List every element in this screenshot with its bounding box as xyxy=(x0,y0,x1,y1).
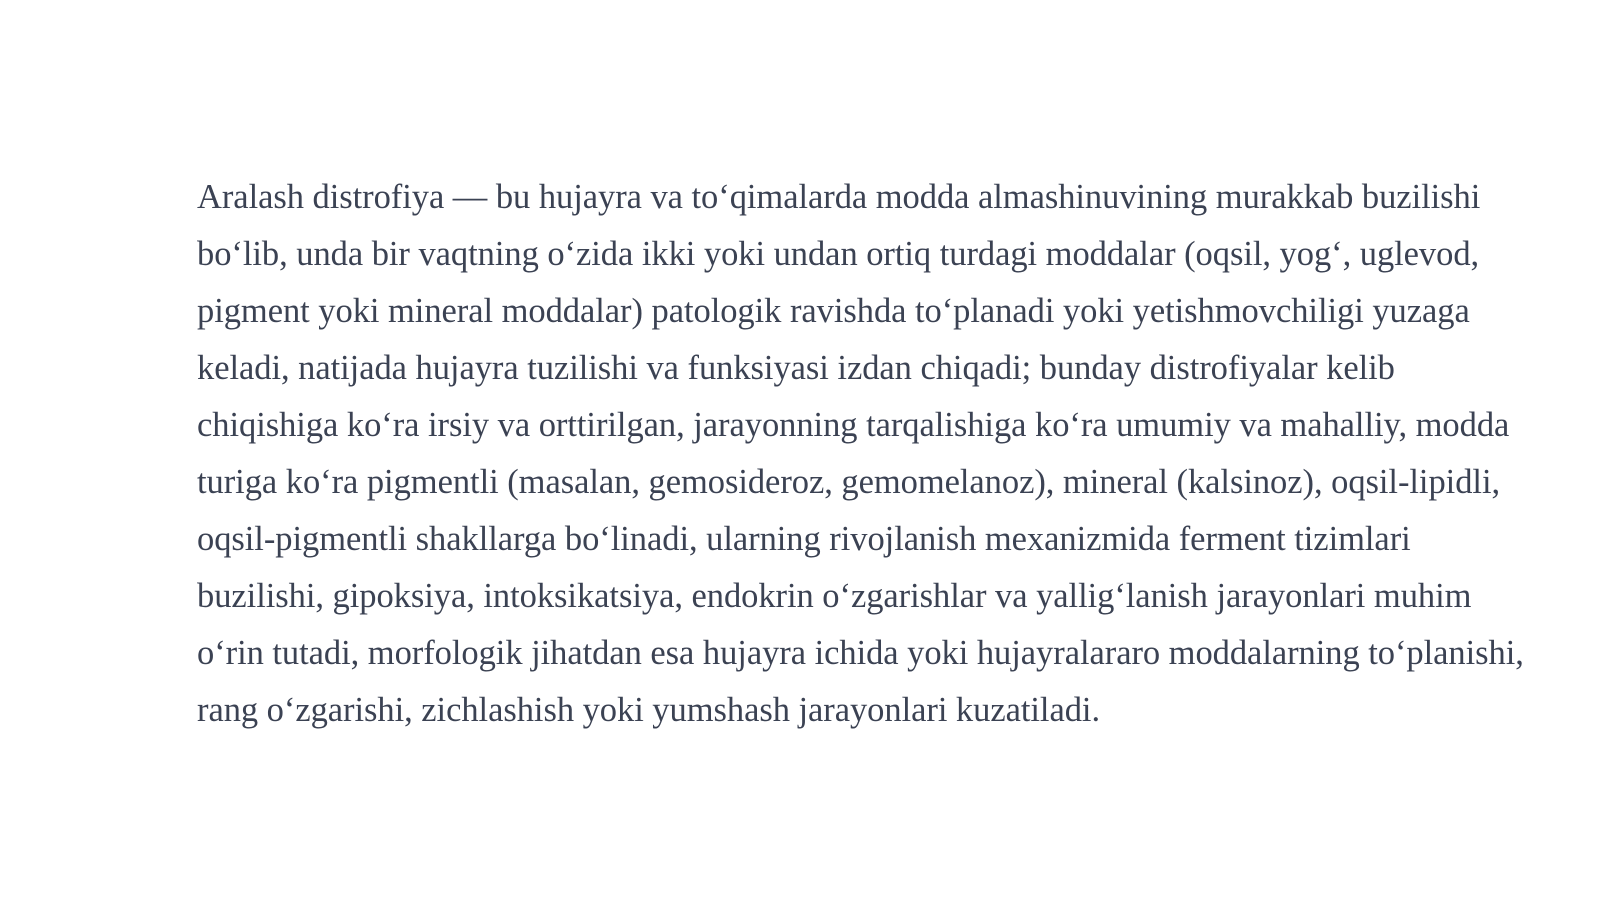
body-paragraph: Aralash distrofiya — bu hujayra va to‘qimalarda modda almashinuvining murakkab buzilishi bo‘lib, unda bir vaqtning o‘zida ikki yoki undan ortiq turdagi moddalar (oqsil, yog‘, uglevod, pigment yoki mineral moddalar) patologik ravishda to‘planadi yoki yetishmovchiligi yuzaga keladi, natijada hujayra tuzilishi va funksiyasi izdan chiqadi; bunday distrofiyalar kelib chiqishiga ko‘ra irsiy va orttirilgan, jarayonning tarqalishiga ko‘ra umumiy va mahalliy, modda turiga ko‘ra pigmentli (masalan, gemosideroz, gemomelanoz), mineral (kalsinoz), oqsil-lipidli, oqsil-pigmentli shakllarga bo‘linadi, ularning rivojlanish mexanizmida ferment tizimlari buzilishi, gipoksiya, intoksikatsiya, endokrin o‘zgarishlar va yallig‘lanish jarayonlari muhim o‘rin tutadi, morfologik jihatdan esa hujayra ichida yoki hujayralararo moddalarning to‘planishi, rang o‘zgarishi, zichlashish yoki yumshash jarayonlari kuzatiladi. xyxy=(197,178,1524,729)
